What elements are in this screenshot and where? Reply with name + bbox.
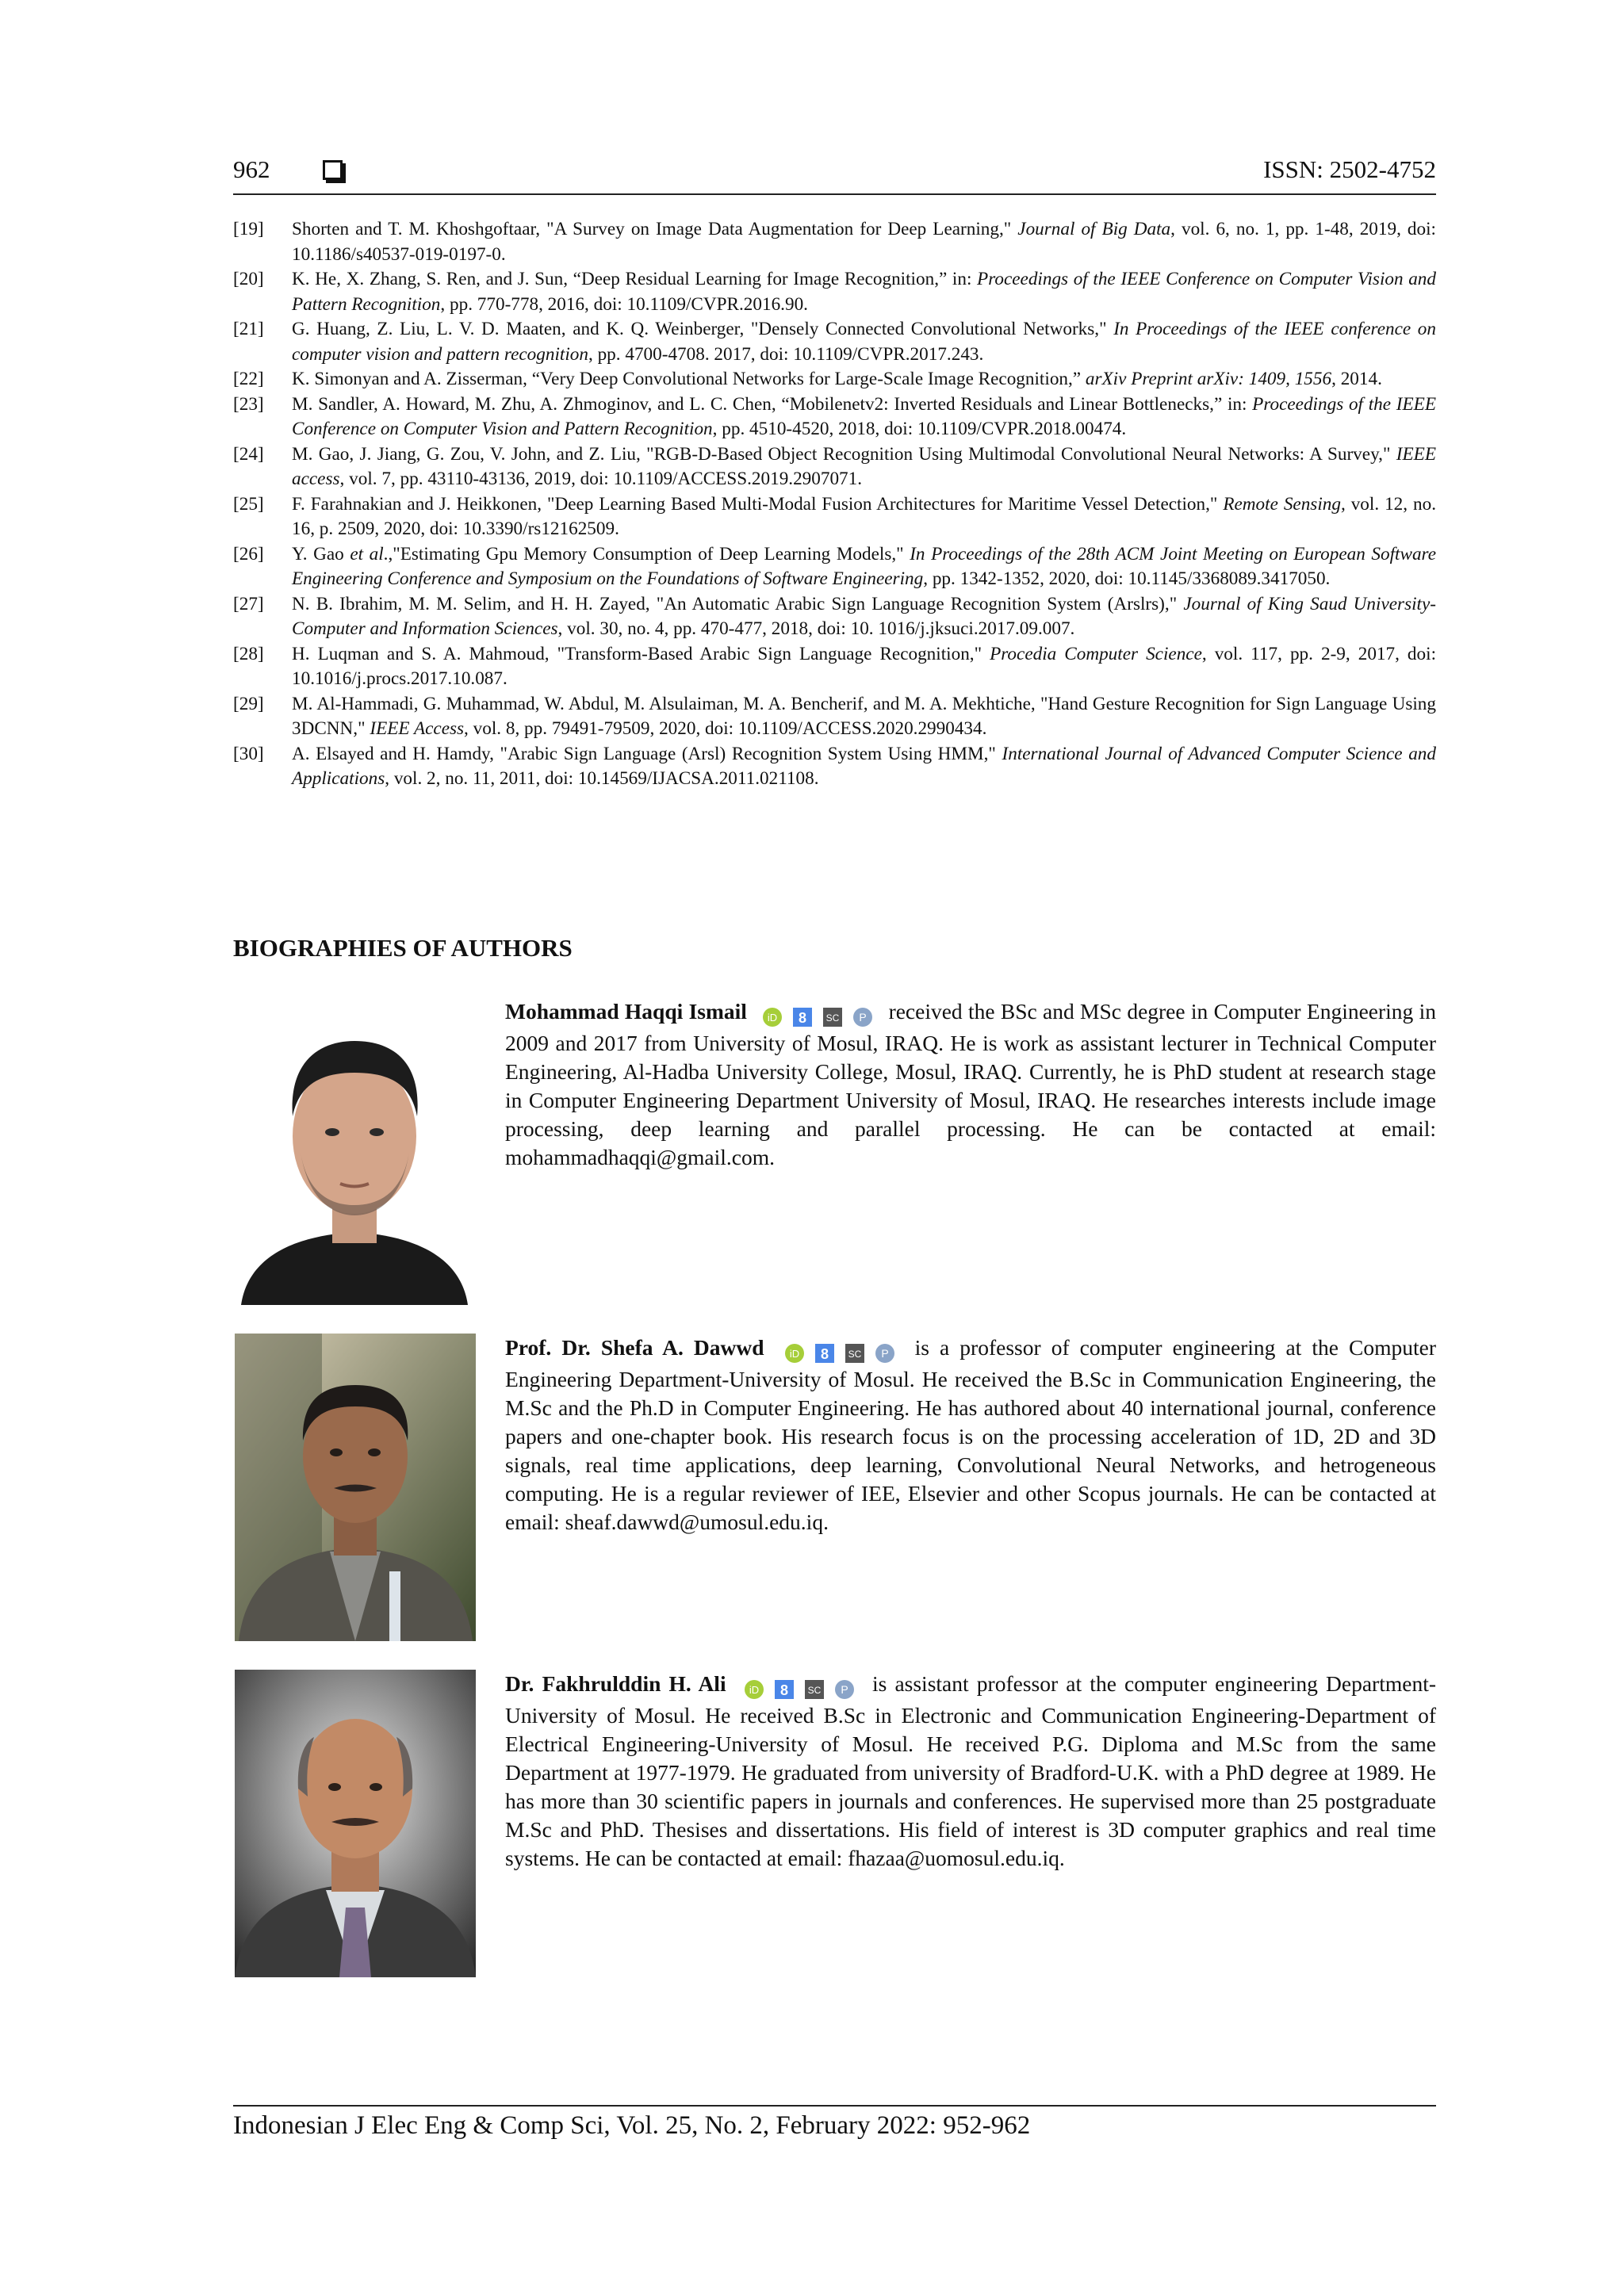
reference-text <box>292 367 1436 392</box>
reference-segment: K. He, X. Zhang, S. Ren, and J. Sun, “Deep Residual Learning for Image Recognition,” in: <box>292 269 978 289</box>
svg-text:P: P <box>880 1346 889 1360</box>
author-name: Prof. Dr. Shefa A. Dawwd <box>505 1335 764 1360</box>
reference-item <box>233 267 1436 317</box>
reference-item <box>233 442 1436 492</box>
reference-segment: , vol. 6, no. 1, pp. 1-48, 2019, doi: 10.1186/s40537-019-0197-0. <box>292 219 1436 265</box>
reference-segment: M. Sandler, A. Howard, M. Zhu, A. Zhmoginov, and L. C. Chen, “Mobilenetv2: Inverted Residuals and Linear Bottlenecks,” in: <box>292 393 1253 415</box>
reference-italic: arXiv Preprint arXiv: 1409, 1556 <box>1085 369 1332 389</box>
reference-segment: F. Farahnakian and J. Heikkonen, "Deep Learning Based Multi-Modal Fusion Architectures for Maritime Vessel Detection," <box>292 493 1224 515</box>
reference-italic: Procedia Computer Science <box>990 643 1202 664</box>
reference-segment: M. Gao, J. Jiang, G. Zou, V. John, and Z. Liu, "RGB-D-Based Object Recognition Using Multimodal Convolutional Neural Networks: A Survey," <box>292 443 1396 465</box>
reference-text <box>292 267 1436 317</box>
svg-text:SC: SC <box>807 1684 822 1696</box>
reference-italic: International Journal of Advanced Computer Science and Applications <box>292 743 1436 789</box>
reference-segment: Shorten and T. M. Khoshgoftaar, "A Survey on Image Data Augmentation for Deep Learning," <box>292 219 1018 239</box>
publons-icon[interactable] <box>834 1679 855 1700</box>
author-photo <box>233 997 476 1305</box>
reference-segment: , pp. 4700-4708. 2017, doi: 10.1109/CVPR.2017.243. <box>588 343 984 365</box>
reference-italic: In Proceedings of the IEEE conference on computer vision and pattern recognition <box>292 319 1436 365</box>
reference-segment: K. Simonyan and A. Zisserman, “Very Deep Convolutional Networks for Large-Scale Image Recognition,” <box>292 369 1086 389</box>
reference-text <box>292 592 1436 642</box>
author-name: Mohammad Haqqi Ismail <box>505 999 747 1024</box>
svg-text:iD: iD <box>789 1347 799 1360</box>
reference-number: [30] <box>233 743 264 764</box>
reference-italic: IEEE Access <box>370 718 465 739</box>
profile-links <box>757 1001 878 1029</box>
reference-segment: , vol. 7, pp. 43110-43136, 2019, doi: 10.1109/ACCESS.2019.2907071. <box>339 469 863 489</box>
reference-item <box>233 367 1436 392</box>
page-footer: Indonesian J Elec Eng & Comp Sci, Vol. 25, No. 2, February 2022: 952-962 <box>233 2105 1436 2141</box>
reference-segment: M. Al-Hammadi, G. Muhammad, W. Abdul, M. Alsulaiman, M. A. Bencherif, and M. A. Mekhtiche, "Hand Gesture Recognition for Sign Language Using 3DCNN," <box>292 693 1436 739</box>
reference-segment: , pp. 4510-4520, 2018, doi: 10.1109/CVPR.2018.00474. <box>712 419 1127 439</box>
author-description: is a professor of computer engineering at the Computer Engineering Department-University of Mosul. He received the B.Sc in Communication Engineering, the M.Sc and the Ph.D in Computer Engineering. He has authored about 40 international journal, conference papers and one-chapter book. His research focus is on the processing acceleration of 1D, 2D and 3D signals, real time applications, deep learning, Convolutional Neural Networks, and hetrogeneous computing. He is a regular reviewer of IEE, Elsevier and other Scopus journals. He can be contacted at email: sheaf.dawwd@umosul.edu.iq. <box>505 1335 1436 1534</box>
reference-number: [29] <box>233 693 264 714</box>
reference-italic: Remote Sensing, <box>1223 493 1346 515</box>
author-bio-text <box>505 1334 1436 1536</box>
publons-icon[interactable] <box>852 1007 873 1027</box>
reference-segment: H. Luqman and S. A. Mahmoud, "Transform-Based Arabic Sign Language Recognition," <box>292 643 990 664</box>
scopus-icon[interactable] <box>845 1343 865 1364</box>
svg-text:iD: iD <box>768 1011 778 1024</box>
reference-segment: Y. Gao <box>292 543 350 564</box>
reference-number: [22] <box>233 369 264 389</box>
google-scholar-icon[interactable] <box>814 1343 835 1364</box>
reference-item <box>233 642 1436 692</box>
page-header <box>233 155 1436 195</box>
reference-text <box>292 692 1436 742</box>
reference-list <box>233 217 1436 792</box>
reference-number: [24] <box>233 443 264 465</box>
reference-number: [21] <box>233 319 264 339</box>
svg-text:SC: SC <box>848 1348 861 1360</box>
scopus-icon[interactable] <box>822 1007 843 1027</box>
svg-text:8: 8 <box>779 1682 788 1698</box>
author-description: is assistant professor at the computer engineering Department-University of Mosul. He received B.Sc in Electronic and Communication Engineering-Department of Electrical Engineering-University of Mosul. He received P.G. Diploma and M.Sc from the same Department at 1977-1979. He graduated from university of Bradford-U.K. with a PhD degree at 1989. He has more than 30 scientific papers in journals and conferences. He supervised more than 25 postgraduate M.Sc and PhD. Thesises and dissertations. His field of interest is 3D computer graphics and real time systems. He can be contacted at email: fhazaa@uomosul.edu.iq. <box>505 1671 1437 1870</box>
reference-segment: , vol. 8, pp. 79491-79509, 2020, doi: 10.1109/ACCESS.2020.2990434. <box>464 718 987 739</box>
reference-segment: , 2014. <box>1331 369 1382 389</box>
reference-number: [19] <box>233 219 264 239</box>
reference-number: [25] <box>233 493 264 515</box>
reference-segment: .,"Estimating Gpu Memory Consumption of Deep Learning Models," <box>383 543 910 564</box>
publons-icon[interactable] <box>875 1343 895 1364</box>
svg-text:P: P <box>841 1682 848 1696</box>
reference-number: [28] <box>233 643 264 664</box>
reference-italic: et al <box>350 543 384 564</box>
orcid-icon[interactable] <box>762 1007 783 1027</box>
author-photo <box>235 1334 477 1641</box>
reference-text <box>292 542 1436 592</box>
reference-segment: , pp. 1342-1352, 2020, doi: 10.1145/3368089.3417050. <box>923 568 1331 589</box>
reference-segment: , vol. 30, no. 4, pp. 470-477, 2018, doi: 10. 1016/j.jksuci.2017.09.007. <box>557 618 1075 639</box>
google-scholar-icon[interactable] <box>792 1007 813 1027</box>
reference-item <box>233 742 1436 792</box>
author-photo <box>235 1670 477 1977</box>
reference-item <box>233 217 1436 267</box>
reference-segment: A. Elsayed and H. Hamdy, "Arabic Sign Language (Arsl) Recognition System Using HMM," <box>292 743 1002 764</box>
reference-text <box>292 317 1436 367</box>
reference-segment: , pp. 770-778, 2016, doi: 10.1109/CVPR.2016.90. <box>440 293 808 315</box>
reference-italic: Journal of King Saud University-Computer and Information Sciences <box>292 593 1436 639</box>
reference-segment: N. B. Ibrahim, M. M. Selim, and H. H. Zayed, "An Automatic Arabic Sign Language Recognition System (Arslrs)," <box>292 593 1184 614</box>
reference-italic: Proceedings of the IEEE Conference on Computer Vision and Pattern Recognition <box>292 393 1436 439</box>
reference-item <box>233 592 1436 642</box>
reference-number: [23] <box>233 393 264 415</box>
author-bio-text <box>505 997 1436 1172</box>
scopus-icon[interactable] <box>804 1679 825 1700</box>
page-number: 962 <box>233 155 270 183</box>
reference-text <box>292 642 1436 692</box>
reference-item <box>233 492 1436 542</box>
reference-number: [27] <box>233 593 264 614</box>
reference-text <box>292 492 1436 542</box>
profile-links <box>779 1337 900 1365</box>
svg-text:8: 8 <box>799 1009 807 1026</box>
reference-item <box>233 692 1436 742</box>
orcid-icon[interactable] <box>784 1343 805 1364</box>
svg-text:iD: iD <box>749 1683 759 1696</box>
orcid-icon[interactable] <box>744 1679 764 1700</box>
svg-text:SC: SC <box>825 1012 840 1024</box>
reference-italic: IEEE access <box>292 443 1436 489</box>
reference-number: [26] <box>233 543 264 564</box>
reference-number: [20] <box>233 269 264 289</box>
reference-italic: Proceedings of the IEEE Conference on Computer Vision and Pattern Recognition <box>292 269 1436 315</box>
issn-label: ISSN: 2502-4752 <box>1263 155 1436 183</box>
reference-italic: In Proceedings of the 28th ACM Joint Meeting on European Software Engineering Conference and Symposium on the Foundations of Software Engineering <box>292 543 1436 589</box>
reference-text <box>292 742 1436 792</box>
reference-text <box>292 392 1436 442</box>
reference-segment: , vol. 117, pp. 2-9, 2017, doi: 10.1016/j.procs.2017.10.087. <box>292 643 1437 689</box>
svg-text:8: 8 <box>820 1345 829 1362</box>
reference-italic: Journal of Big Data <box>1017 219 1171 239</box>
section-heading: BIOGRAPHIES OF AUTHORS <box>233 934 573 962</box>
reference-item <box>233 317 1436 367</box>
square-icon <box>323 160 343 180</box>
author-name: Dr. Fakhrulddin H. Ali <box>505 1671 726 1696</box>
reference-segment: vol. 12, no. 16, p. 2509, 2020, doi: 10.3390/rs12162509. <box>292 493 1436 539</box>
reference-item <box>233 392 1436 442</box>
author-description: received the BSc and MSc degree in Computer Engineering in 2009 and 2017 from University of Mosul, IRAQ. He is work as assistant lecturer in Technical Computer Engineering, Al-Hadba University College, Mosul, IRAQ. Currently, he is PhD student at research stage in Computer Engineering Department University of Mosul, IRAQ. He researches interests include image processing, deep learning and parallel processing. He can be contacted at email: mohammadhaqqi@gmail.com. <box>505 999 1436 1169</box>
svg-text:P: P <box>859 1010 867 1024</box>
profile-links <box>739 1673 860 1701</box>
author-bio-text <box>505 1670 1436 1873</box>
reference-segment: , vol. 2, no. 11, 2011, doi: 10.14569/IJACSA.2011.021108. <box>385 768 819 789</box>
google-scholar-icon[interactable] <box>774 1679 795 1700</box>
reference-text <box>292 217 1436 267</box>
reference-text <box>292 442 1436 492</box>
reference-segment: G. Huang, Z. Liu, L. V. D. Maaten, and K. Q. Weinberger, "Densely Connected Convolutional Networks," <box>292 319 1114 339</box>
reference-item <box>233 542 1436 592</box>
